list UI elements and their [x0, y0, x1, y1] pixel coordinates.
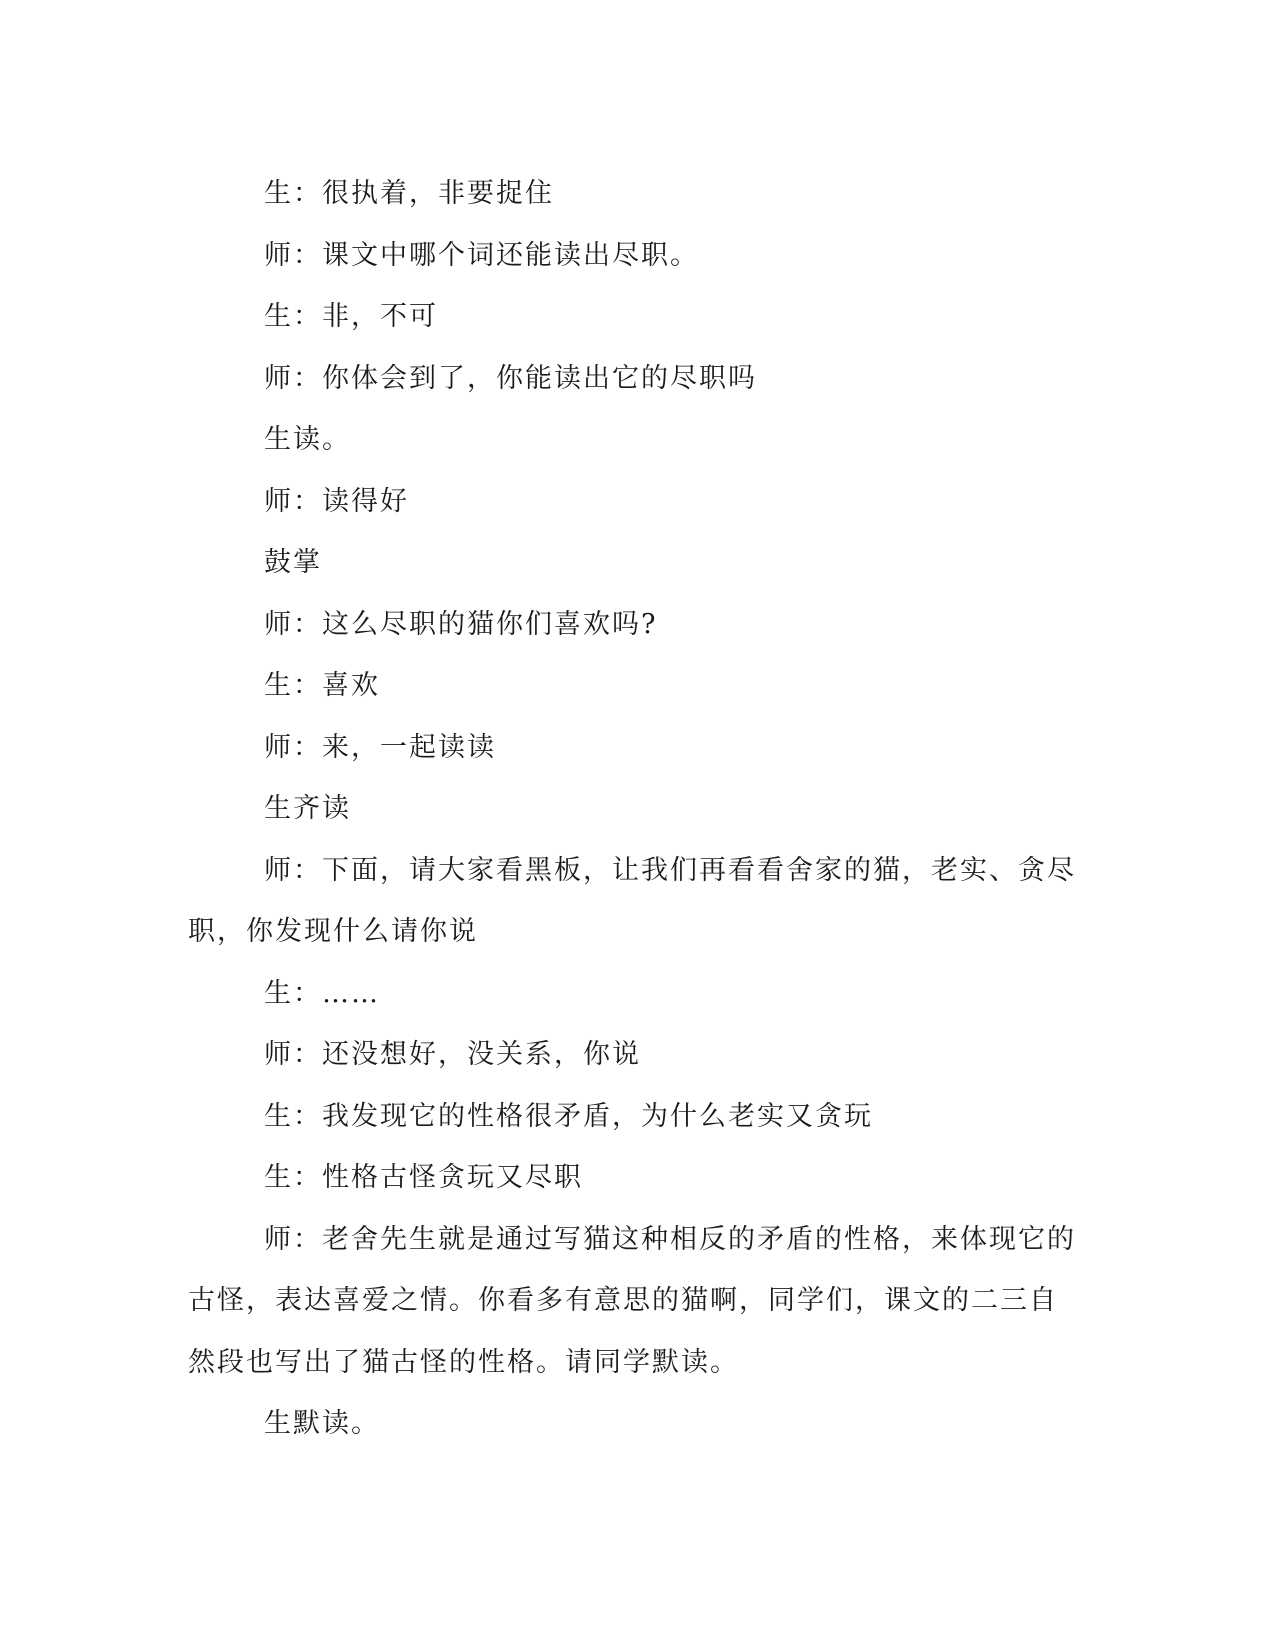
paragraph: 生默读。	[264, 1408, 380, 1439]
paragraph: 生：喜欢	[264, 670, 380, 701]
document-body	[188, 163, 1078, 1455]
paragraph: 生：我发现它的性格很矛盾，为什么老实又贪玩	[264, 1100, 873, 1132]
paragraph: 师：你体会到了，你能读出它的尽职吗	[264, 362, 757, 394]
paragraph: 生：非，不可	[264, 301, 438, 332]
paragraph: 生齐读	[264, 793, 351, 824]
paragraph: 师：来，一起读读	[264, 731, 496, 763]
paragraph: 鼓掌	[264, 547, 322, 578]
paragraph: 师：读得好	[264, 485, 409, 517]
paragraph: 生：性格古怪贪玩又尽职	[264, 1162, 583, 1193]
paragraph: 师：老舍先生就是通过写猫这种相反的矛盾的性格，来体现它的古怪，表达喜爱之情。你看多有意思的猫啊，同学们，课文的二三自然段也写出了猫古怪的性格。请同学默读。	[188, 1223, 1076, 1378]
paragraph: 生：……	[264, 977, 380, 1009]
paragraph: 生读。	[264, 424, 351, 455]
paragraph: 生：很执着，非要捉住	[264, 178, 554, 209]
paragraph: 师：课文中哪个词还能读出尽职。	[264, 239, 699, 271]
paragraph: 师：下面，请大家看黑板，让我们再看看舍家的猫，老实、贪尽职，你发现什么请你说	[188, 854, 1076, 947]
paragraph: 师：还没想好，没关系，你说	[264, 1039, 641, 1070]
paragraph: 师：这么尽职的猫你们喜欢吗?	[264, 608, 658, 640]
